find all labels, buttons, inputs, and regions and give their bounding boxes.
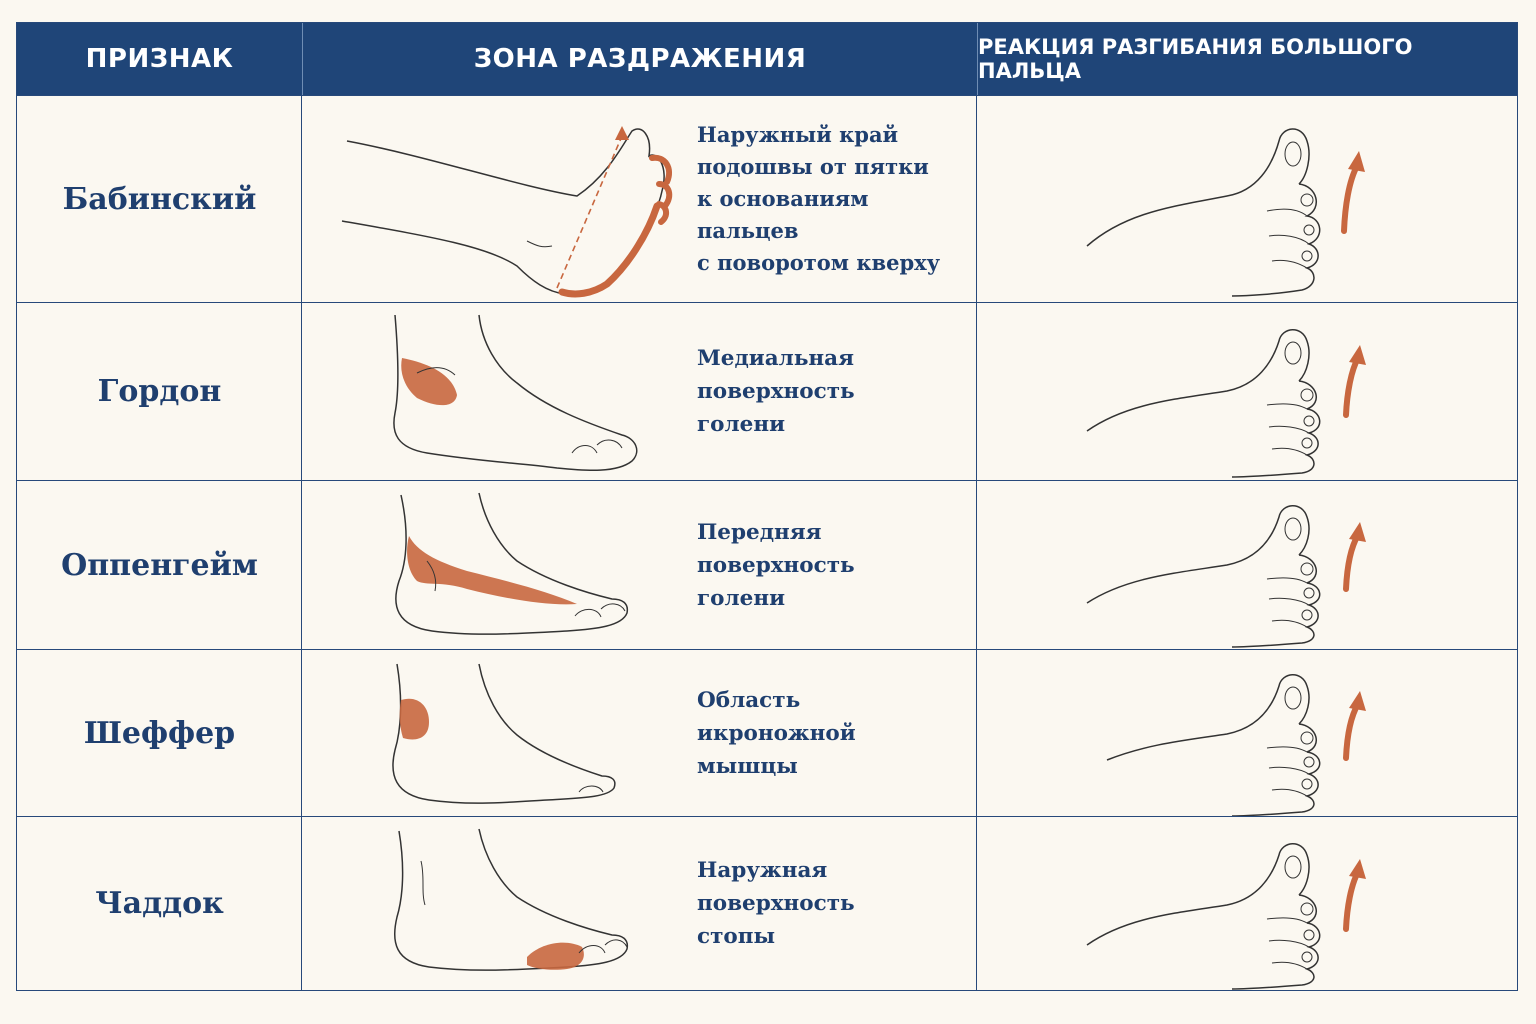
- arrow-up-icon: [1349, 859, 1366, 879]
- zone-line: голени: [697, 585, 786, 611]
- arrow-up-icon: [1349, 522, 1366, 542]
- toe-extension-icon: [1067, 817, 1377, 991]
- zone-description: [697, 650, 972, 816]
- table-row-oppenheim: [17, 480, 1517, 649]
- toe-extension-icon: [1067, 303, 1377, 481]
- arrow-up-icon: [1348, 151, 1365, 172]
- zone-line: с поворотом кверху: [697, 250, 941, 275]
- header-reaction: РЕАКЦИЯ РАЗГИБАНИЯ БОЛЬШОГО ПАЛЬЦА: [977, 23, 1517, 95]
- header-sign: ПРИЗНАК: [85, 44, 234, 74]
- foot-sole-icon: [317, 96, 687, 303]
- table-row-babinski: [17, 95, 1517, 302]
- table-row-schaeffer: [17, 649, 1517, 816]
- zone-description: [697, 481, 972, 649]
- zone-line: поверхность: [697, 379, 855, 404]
- zone-line: Медиальная: [697, 346, 854, 371]
- foot-calf-icon: [317, 303, 687, 481]
- zone-description: [697, 817, 972, 990]
- zone-line: стопы: [697, 924, 776, 949]
- zone-description: [697, 96, 972, 302]
- zone-line: Область: [697, 687, 801, 713]
- toe-extension-icon: [1067, 96, 1377, 303]
- table-row-chaddock: [17, 816, 1517, 990]
- toe-extension-icon: [1067, 481, 1377, 650]
- foot-calf-muscle-icon: [317, 650, 687, 817]
- zone-line: Наружный край: [697, 122, 899, 147]
- sign-name: Бабинский: [62, 181, 257, 217]
- zone-line: к основаниям пальцев: [697, 186, 869, 243]
- sign-name: Шеффер: [83, 715, 236, 751]
- zone-line: поверхность: [697, 552, 855, 578]
- header-zone: ЗОНА РАЗДРАЖЕНИЯ: [302, 23, 977, 95]
- arrow-up-icon: [1349, 345, 1366, 365]
- foot-lateral-icon: [317, 817, 687, 991]
- zone-line: икроножной: [697, 720, 856, 746]
- zone-line: подошвы от пятки: [697, 154, 929, 179]
- zone-description: [697, 303, 972, 480]
- zone-line: Передняя: [697, 519, 822, 545]
- foot-shin-icon: [317, 481, 687, 650]
- toe-extension-icon: [1067, 650, 1377, 817]
- sign-name: Чаддок: [95, 886, 224, 921]
- zone-line: поверхность: [697, 891, 855, 916]
- arrow-up-icon: [1349, 691, 1366, 711]
- zone-line: мышцы: [697, 753, 798, 779]
- zone-line: голени: [697, 412, 786, 437]
- zone-line: Наружная: [697, 858, 828, 883]
- reflex-table: [16, 22, 1518, 991]
- sign-name: Гордон: [97, 374, 222, 409]
- sign-name: Оппенгейм: [61, 547, 258, 583]
- table-header: [17, 23, 1517, 95]
- table-row-gordon: [17, 302, 1517, 480]
